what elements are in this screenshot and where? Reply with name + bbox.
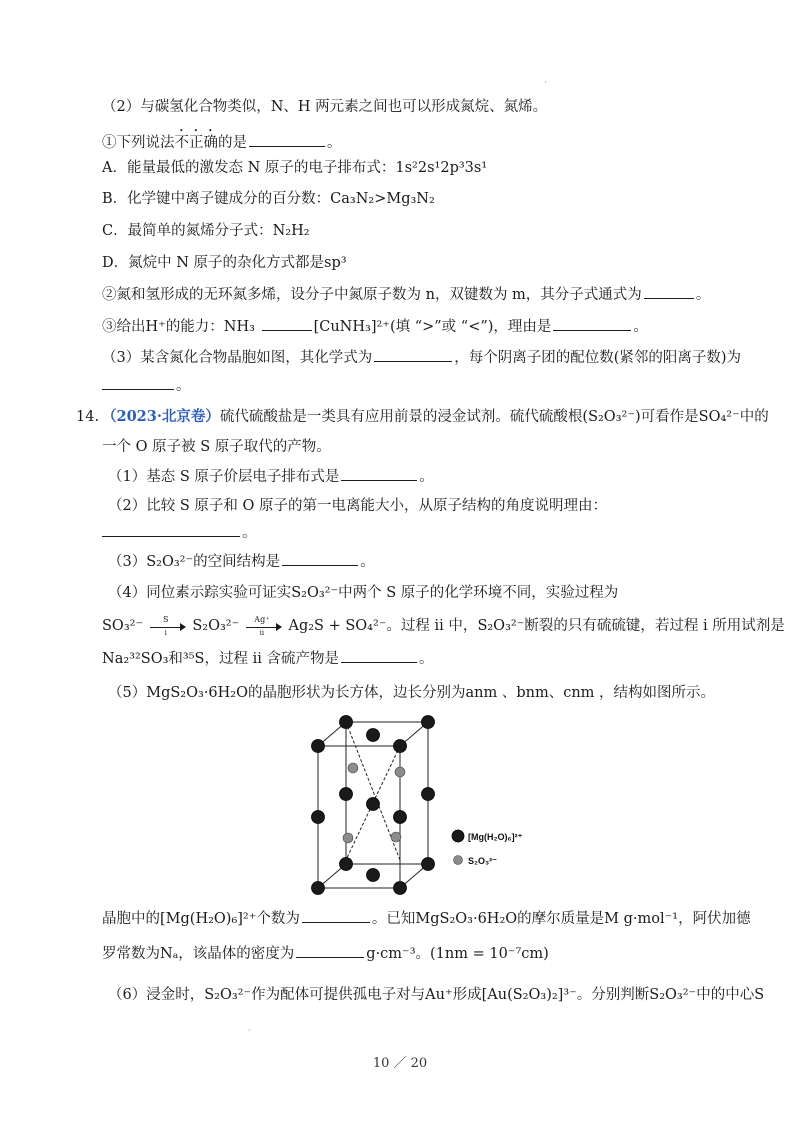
q14-part2: （2）比较 S 原子和 O 原子的第一电离能大小，从原子结构的角度说明理由：: [108, 498, 607, 514]
gold-thiosulfate-complex: [Au(S₂O₃)₂]³⁻: [481, 987, 577, 1003]
legend-mg-marker: [452, 830, 464, 842]
answer-blank[interactable]: [302, 908, 370, 923]
q14-part5-line2: 晶胞中的[Mg(H₂O)₆]²⁺个数为 。已知MgS₂O₃·6H₂O的摩尔质量是M g·mol⁻¹，阿伏加德: [102, 908, 740, 930]
q14-part4: （4）同位素示踪实验可证实S₂O₃²⁻中两个 S 原子的化学环境不同，实验过程为: [108, 585, 619, 601]
legend-mg-label: [Mg(H₂O)₆]²⁺: [468, 832, 523, 842]
answer-blank[interactable]: [102, 522, 240, 537]
q13-sub2: ②氮和氢形成的无环氮多烯，设分子中氮原子数为 n，双键数为 m，其分子式通式为 。: [102, 284, 740, 306]
hexaaqua-mg-ion: [Mg(H₂O)₆]²⁺: [160, 911, 257, 927]
q14-part3: （3）S₂O₃²⁻的空间结构是 。: [108, 551, 740, 573]
q14-part5-line3: 罗常数为Nₐ，该晶体的密度为 g·cm⁻³。(1nm = 10⁻⁷cm): [102, 943, 740, 965]
magnesium-thiosulfate-hexahydrate: MgS₂O₃·6H₂O: [146, 685, 248, 701]
hybridization-formula: sp³: [324, 255, 347, 271]
tiny-mark: ·: [248, 1026, 251, 1035]
electron-config-formula: 1s²2s¹2p³3s¹: [395, 160, 488, 176]
q13-sub1: ①下列说法不正确的是 。: [102, 127, 740, 154]
answer-blank[interactable]: [296, 943, 364, 958]
option-c: C．最简单的氮烯分子式：N₂H₂: [102, 223, 310, 239]
reaction-products: Ag₂S + SO₄²⁻: [288, 618, 387, 634]
q14-stem-line2: 一个 O 原子被 S 原子取代的产物。: [102, 439, 331, 455]
q14-part1: （1）基态 S 原子价层电子排布式是 。: [108, 466, 740, 488]
azene-formula: N₂H₂: [272, 223, 310, 239]
option-b: B．化学键中离子键成分的百分数：Ca₃N₂>Mg₃N₂: [102, 191, 435, 207]
option-d: D．氮烷中 N 原子的杂化方式都是sp³: [102, 255, 347, 271]
copper-complex: [CuNH₃]²⁺: [313, 319, 390, 335]
question-source: （2023·北京卷）: [102, 408, 220, 425]
corner-mark: ·: [544, 78, 547, 88]
emphasis-not-correct: 不正确: [174, 135, 218, 151]
answer-blank[interactable]: [341, 648, 417, 663]
answer-blank[interactable]: [282, 551, 358, 566]
q14-part6: （6）浸金时，S₂O₃²⁻作为配体可提供孤电子对与Au⁺形成[Au(S₂O₃)₂]³⁻。分别判断S₂O₃²⁻中的中心S: [108, 987, 765, 1003]
q13-part2-intro: （2）与碳氢化合物类似，N、H 两元素之间也可以形成氮烷、氮烯。: [102, 99, 548, 115]
answer-blank[interactable]: [553, 316, 631, 331]
crystal-cell-figure: [296, 710, 566, 900]
reaction-arrow-ii: $\frac{Ag^+}{ii}$: [246, 619, 282, 633]
sulfite-ion: SO₃²⁻: [102, 618, 144, 634]
ionic-compare-formula: Ca₃N₂>Mg₃N₂: [330, 191, 435, 207]
q14-part4-line3: Na₂³²SO₃和³⁵S，过程 ii 含硫产物是 。: [102, 648, 740, 670]
answer-blank[interactable]: [262, 316, 312, 331]
question-number: 14.: [76, 409, 100, 425]
q14-part5: （5）MgS₂O₃·6H₂O的晶胞形状为长方体，边长分别为anm 、bnm、cnm ，结构如图所示。: [108, 685, 716, 701]
legend-s2o3-marker: [454, 856, 463, 865]
answer-blank[interactable]: [374, 347, 452, 362]
thiosulfate-ion: (S₂O₃²⁻): [582, 409, 641, 425]
q13-sub3: ③给出H⁺的能力：NH₃ [CuNH₃]²⁺(填 “>”或 “<”)，理由是 。: [102, 316, 740, 338]
reaction-arrow-i: $\frac{S}{i}$: [150, 619, 186, 633]
legend-s2o3-label: S₂O₃²⁻: [468, 856, 497, 866]
q13-part3-line2: 。: [102, 375, 740, 397]
answer-blank[interactable]: [644, 284, 694, 299]
page-number: 10 ／ 20: [372, 1056, 428, 1071]
q14-reaction-line: SO₃²⁻ $\frac{S}{i}$ S₂O₃²⁻ $\frac{Ag^+}{ii}$ Ag₂S + SO₄²⁻。过程 ii 中，S₂O₃²⁻断裂的只有硫硫键，若过程 i 所用试剂是: [102, 615, 785, 637]
answer-blank[interactable]: [102, 375, 174, 390]
q14-stem-line1: （2023·北京卷）硫代硫酸盐是一类具有应用前景的浸金试剂。硫代硫酸根(S₂O₃²⁻)可看作是SO₄²⁻中的: [102, 408, 769, 425]
answer-blank[interactable]: [341, 466, 417, 481]
q14-part2-answer: 。: [102, 522, 740, 544]
answer-blank[interactable]: [249, 132, 325, 147]
sulfate-ion: SO₄²⁻: [698, 409, 740, 425]
q13-part3-line1: （3）某含氮化合物晶胞如图，其化学式为 ，每个阴离子团的配位数(紧邻的阳离子数)为: [102, 347, 740, 369]
option-a: A．能量最低的激发态 N 原子的电子排布式：1s²2s¹2p³3s¹: [102, 160, 488, 176]
